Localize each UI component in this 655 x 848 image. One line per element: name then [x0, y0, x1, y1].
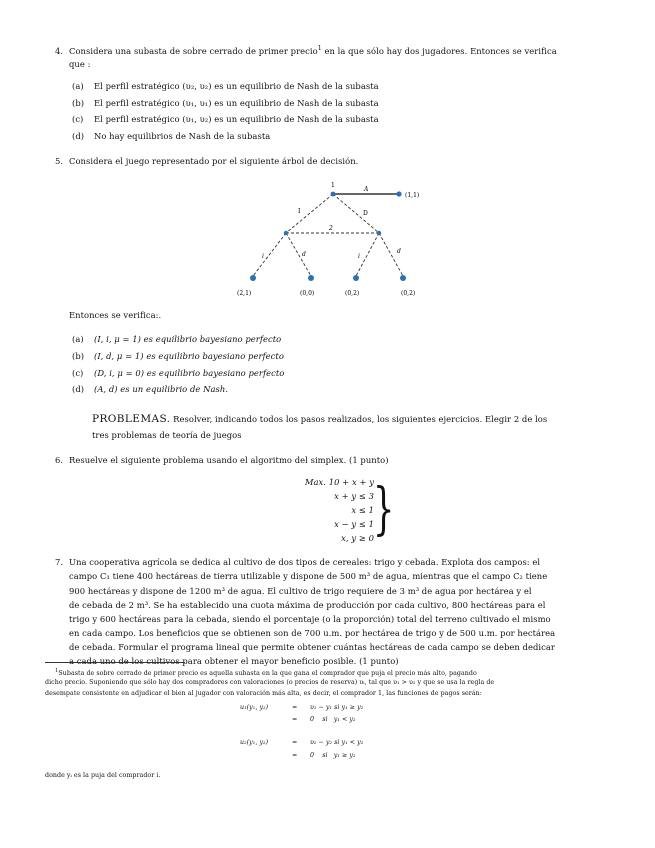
q7-number: 7.: [55, 557, 64, 567]
q5-text: Considera el juego representado por el siguiente árbol de decisión.: [69, 156, 359, 166]
q6-number: 6.: [55, 455, 64, 465]
payoff1-row1-rhs: υ₁ − y₁ si y₁ ≥ y₂: [310, 704, 364, 711]
edge-I-label: I: [298, 208, 301, 215]
lp-constraint-2: x ≤ 1: [351, 505, 374, 515]
q7-line7: de cebada. Formular el programa lineal que permite obtener cuántas hectáreas de cada campo se deben dedicar: [69, 642, 555, 652]
option-text: (A, d) es un equilibrio de Nash.: [94, 384, 229, 394]
option-label: (c): [72, 368, 84, 378]
payoff-2: (0,0): [300, 290, 315, 297]
option-label: (a): [72, 81, 84, 91]
option-label: (b): [72, 351, 85, 361]
q4-line1: [55, 45, 557, 56]
option-text: El perfil estratégico (υ₁, υ₂) es un equilibrio de Nash de la subasta: [94, 114, 379, 124]
terminal-node-1: [250, 275, 256, 281]
footnote-rule: [45, 662, 185, 663]
lp-constraint-1: x + y ≤ 3: [334, 491, 374, 501]
problems-line2: tres problemas de teoría de juegos: [92, 430, 242, 440]
payoff2-row1-rhs: υ₂ − y₂ si y₁ < y₂: [310, 739, 364, 746]
q5-option-b: [72, 351, 284, 361]
q4-number: 4.: [55, 45, 64, 56]
terminal-node-A: [396, 191, 401, 196]
q5-option-c: [72, 368, 284, 378]
q5-option-a: [72, 334, 281, 344]
q4-line1-post: en la que sólo hay dos jugadores. Entonces se verifica: [321, 45, 557, 56]
q5-lead: Entonces se verifica:.: [69, 310, 162, 320]
q7-line2: campo C₁ tiene 400 hectáreas de tierra utilizable y dispone de 500 m³ de agua, mientras que el campo C₂ tiene: [69, 571, 548, 581]
option-label: (c): [72, 114, 84, 124]
q6-line: [55, 455, 389, 465]
problems-line1: [92, 413, 547, 425]
payoff2-row2-eq: =: [292, 752, 298, 759]
option-label: (b): [72, 98, 85, 108]
q4-option-c: [72, 114, 379, 124]
edge-I-line: [286, 194, 333, 233]
info-set-label: 2: [329, 225, 333, 232]
edge-d-left-line: [286, 233, 311, 276]
option-label: (d): [72, 131, 85, 141]
terminal-node-2: [308, 275, 314, 281]
payoff-A: (1,1): [405, 192, 420, 199]
payoff1-row2-rhs: 0 si y₁ < y₂: [310, 716, 356, 723]
footnote-text-1: Subasta de sobre cerrado de primer precio es aquella subasta en la que gana el comprador que puja el precio más alto, pagando: [58, 670, 477, 678]
q7-line8: a cada uno de los cultivos para obtener el mayor beneficio posible. (1 punto): [69, 656, 399, 666]
edge-d-right-label: d: [397, 248, 401, 255]
edge-i-left-line: [253, 233, 286, 276]
payoff-3: (0,2): [345, 290, 360, 297]
q6-text: Resuelve el siguiente problema usando el algoritmo del simplex. (1 punto): [69, 455, 389, 465]
payoff-1: (2,1): [237, 290, 252, 297]
edge-i-right-label: i: [358, 253, 360, 260]
q5-option-d: [72, 384, 228, 394]
option-text: El perfil estratégico (υ₁, υ₁) es un equilibrio de Nash de la subasta: [94, 98, 379, 108]
payoff-4: (0,2): [401, 290, 416, 297]
lp-constraint-4: x, y ≥ 0: [341, 533, 374, 543]
footnote-mark: 1: [55, 668, 59, 674]
edge-D-line: [333, 194, 379, 233]
decision-tree-figure: [229, 178, 427, 302]
edge-D-label: D: [363, 210, 368, 217]
q4-footnote-mark: 1: [317, 45, 322, 52]
edge-d-left-label: d: [302, 251, 306, 258]
option-text: El perfil estratégico (υ₂, υ₂) es un equilibrio de Nash de la subasta: [94, 81, 379, 91]
info-node-right: [377, 231, 381, 235]
q4-option-b: [72, 98, 379, 108]
option-text: No hay equilibrios de Nash de la subasta: [94, 131, 271, 141]
q4-option-a: [72, 81, 379, 91]
terminal-node-4: [400, 275, 406, 281]
option-text: (I, i, μ = 1) es equilibrio bayesiano perfecto: [94, 334, 282, 344]
lp-constraint-3: x − y ≤ 1: [334, 519, 374, 529]
payoff1-row2-eq: =: [292, 716, 298, 723]
q7-line4: de cebada de 2 m³. Se ha establecido una cuota máxima de producción por cada cultivo, 800 hectáreas para el: [69, 600, 546, 610]
q7-line1: [55, 557, 540, 567]
q4-line2: que :: [69, 59, 91, 69]
q5-number: 5.: [55, 156, 64, 166]
q7-text-1: Una cooperativa agrícola se dedica al cultivo de dos tipos de cereales: trigo y cebada. Explota dos campos: el: [69, 557, 541, 567]
edge-i-left-label: i: [262, 253, 264, 260]
option-text: (I, d, μ = 1) es equilibrio bayesiano perfecto: [94, 351, 284, 361]
q4-option-d: [72, 131, 270, 141]
lp-brace: }: [373, 477, 395, 542]
footnote-line2: dicho precio. Suponiendo que sólo hay dos compradores con valoraciones (o precios de reserva) υᵢ, tal que υ₁ > υ₂ y que se usa la regla de: [45, 679, 495, 686]
payoff2-row1-eq: =: [292, 739, 298, 746]
footnote-closing: donde yᵢ es la puja del comprador i.: [45, 772, 161, 779]
root-label: 1: [331, 182, 335, 189]
q7-line3: 900 hectáreas y dispone de 1200 m³ de agua. El cultivo de trigo requiere de 3 m³ de agua por hectárea y el: [69, 586, 532, 596]
footnote-line1: [55, 668, 477, 677]
payoff2-row2-rhs: 0 si y₁ ≥ y₂: [310, 752, 356, 759]
payoff2-lhs: u₂(y₁, y₂): [240, 739, 269, 746]
info-node-left: [284, 231, 288, 235]
q4-line1-pre: Considera una subasta de sobre cerrado de primer precio: [69, 45, 318, 56]
terminal-node-3: [353, 275, 359, 281]
edge-A-label: A: [364, 186, 369, 193]
payoff1-lhs: u₁(y₁, y₂): [240, 704, 269, 711]
q7-line5: trigo y 600 hectáreas para la cebada, siendo el porcentaje (o la proporción) total del terreno cultivado el mismo: [69, 614, 551, 624]
root-node: [331, 192, 336, 197]
footnote-line3: desempate consistente en adjudicar el bien al jugador con valoración más alta, es decir, el comprador 1, las funciones de pagos serán:: [45, 690, 482, 697]
lp-objective: Max. 10 + x + y: [304, 477, 374, 487]
option-label: (a): [72, 334, 84, 344]
problems-heading: PROBLEMAS.: [92, 413, 171, 425]
q5-line: [55, 156, 358, 166]
option-text: (D, i, μ = 0) es equilibrio bayesiano perfecto: [94, 368, 285, 378]
payoff1-row1-eq: =: [292, 704, 298, 711]
problems-text-1: Resolver, indicando todos los pasos realizados, los siguientes ejercicios. Elegir 2 de los: [170, 414, 548, 424]
q7-line6: en cada campo. Los beneficios que se obtienen son de 700 u.m. por hectárea de trigo y de 500 u.m. por hectárea: [69, 628, 556, 638]
option-label: (d): [72, 384, 85, 394]
